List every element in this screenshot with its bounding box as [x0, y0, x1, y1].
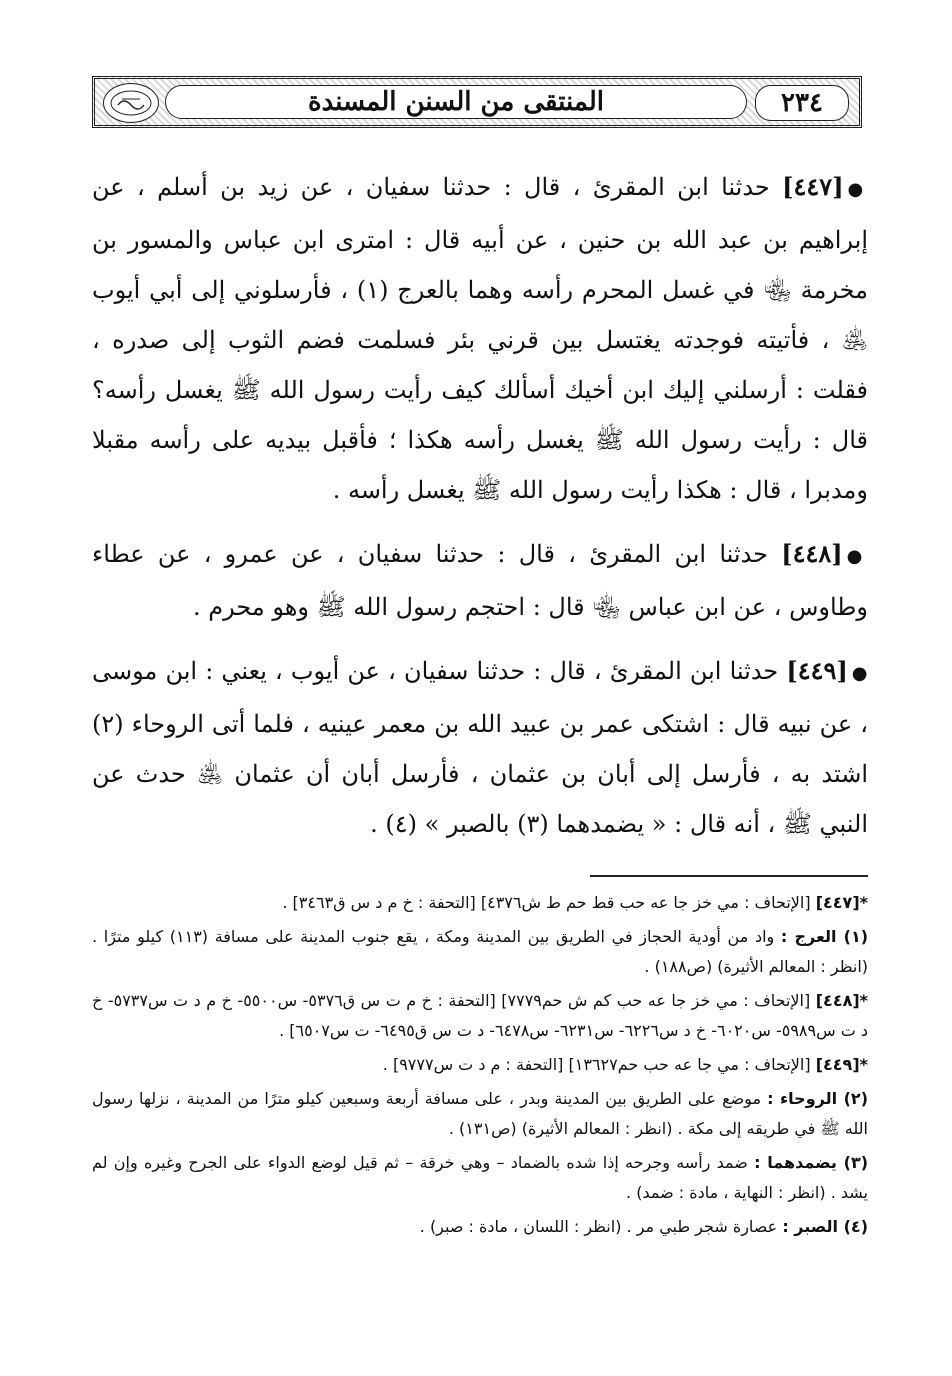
footnote	[92, 1148, 868, 1208]
footnote-label: *[٤٤٧]	[815, 893, 868, 912]
footnote	[92, 888, 868, 918]
page-title: المنتقى من السنن المسندة	[307, 87, 605, 117]
footnote	[92, 1084, 868, 1144]
hadith-number: [٤٤٨]	[781, 539, 843, 568]
footnote-text: واد من أودية الحجاز في الطريق بين المدينة ومكة ، يقع جنوب المدينة على مسافة (١١٣) كيلو مترًا . (انظر : المعالم الأثيرة) (ص١٨٨) .	[92, 927, 868, 976]
hadith-number: [٤٤٧]	[782, 172, 844, 201]
footnote-label: (٣) يضمدهما :	[754, 1153, 869, 1172]
footnote	[92, 1212, 868, 1242]
footnote	[92, 1050, 868, 1080]
footnote-text: عصارة شجر طبي مر . (انظر : اللسان ، مادة : صبر) .	[419, 1217, 778, 1236]
hadith-text: حدثنا ابن المقرئ ، قال : حدثنا سفيان ، عن زيد بن أسلم ، عن إبراهيم بن عبد الله بن حنين ، عن أبيه قال : امترى ابن عباس والمسور بن مخرمة ﵄ في غسل المحرم رأسه وهما بالعرج (١) ، فأرسلوني إلى أبي أيوب ﵁ ، فأتيته فوجدته يغتسل بين قرني بئر فسلمت فضم الثوب إلى صدره ، فقلت : أرسلني إليك ابن أخيك أسألك كيف رأيت رسول الله ﷺ يغسل رأسه؟ قال : رأيت رسول الله ﷺ يغسل رأسه هكذا ؛ فأقبل بيديه على رأسه مقبلا ومدبرا ، قال : هكذا رأيت رسول الله ﷺ يغسل رأسه .	[92, 173, 868, 504]
hadith-text: حدثنا ابن المقرئ ، قال : حدثنا سفيان ، عن أيوب ، يعني : ابن موسى ، عن نبيه قال : اشتكى عمر بن عبيد الله بن معمر عينيه ، فلما أتى الروحاء (٢) اشتد به ، فأرسل إلى أبان بن عثمان ، فأرسل أبان أن عثمان ﵁ حدث عن النبي ﷺ ، أنه قال : « يضمدهما (٣) بالصبر » (٤) .	[92, 657, 868, 838]
footnote-label: (١) العرج :	[780, 927, 869, 946]
footnote-label: *[٤٤٩]	[815, 1055, 868, 1074]
hadith-entry	[92, 529, 868, 632]
header-title-frame	[165, 85, 747, 119]
bullet-icon: ●	[851, 663, 868, 684]
main-text	[92, 162, 868, 863]
hadith-entry	[92, 162, 868, 515]
footnotes	[92, 888, 868, 1242]
hadith-text: حدثنا ابن المقرئ ، قال : حدثنا سفيان ، عن عمرو ، عن عطاء وطاوس ، عن ابن عباس ﵄ قال : احتجم رسول الله ﷺ وهو محرم .	[92, 540, 868, 621]
footnote	[92, 986, 868, 1046]
footnote-text: [الإتحاف : مي خز جا عه حب كم ش حم٧٧٧٩] [التحفة : خ م ت س ق٥٣٧٦- س٥٥٠٠- خ م د ت س٥٧٣٧- خ د ت س٥٩٨٩- س٦٠٢٠- خ د س٦٢٢٦- س٦٢٣١- س٦٤٧٨- د ت س ق٦٤٩٥- ت س٦٥٠٧] .	[92, 991, 868, 1040]
hadith-entry	[92, 646, 868, 849]
footnote-label: *[٤٤٨]	[815, 991, 869, 1010]
footnote-label: (٤) الصبر :	[782, 1217, 868, 1236]
bullet-icon: ●	[847, 179, 868, 200]
page-number: ٢٣٤	[755, 85, 849, 121]
footnote-text: موضع على الطريق بين المدينة وبدر ، على مسافة أربعة وسبعين كيلو مترًا من المدينة ، نزلها رسول الله ﷺ في طريقه إلى مكة . (انظر : المعالم الأثيرة) (ص١٣١) .	[92, 1089, 868, 1138]
footnote-divider	[590, 875, 868, 877]
hadith-number: [٤٤٩]	[786, 656, 848, 685]
bullet-icon: ●	[846, 546, 868, 567]
footnote	[92, 922, 868, 982]
footnote-text: [الإتحاف : مي جا عه حب حم١٣٦٢٧] [التحفة : م د ت س٩٧٧٧] .	[382, 1055, 811, 1074]
footnote-text: ضمد رأسه وجرحه إذا شده بالضماد – وهي خرقة – ثم قيل لوضع الدواء على الجرح وغيره وإن لم يشد . (انظر : النهاية ، مادة : ضمد) .	[92, 1153, 868, 1202]
footnote-label: (٢) الروحاء :	[767, 1089, 868, 1108]
page-header	[92, 76, 862, 128]
footnote-text: [الإتحاف : مي خز جا عه حب قط حم ط ش٤٣٧٦] [التحفة : خ م د س ق٣٤٦٣] .	[282, 893, 811, 912]
publisher-seal-icon	[103, 83, 159, 123]
